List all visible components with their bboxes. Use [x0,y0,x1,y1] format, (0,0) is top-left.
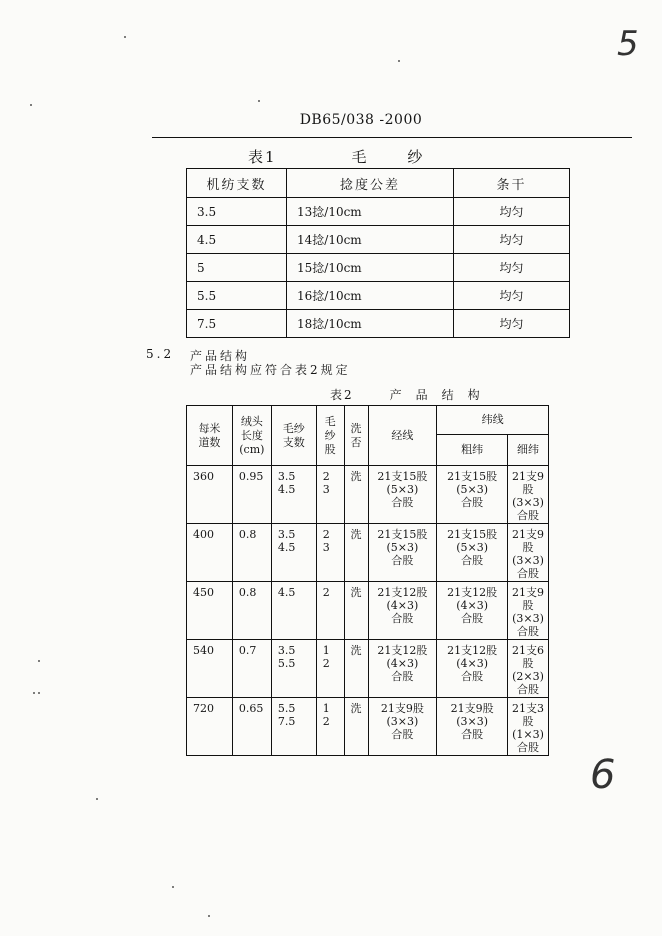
table-cell-yarn-count: 3.5 4.5 [271,524,316,582]
table-cell: 均匀 [454,310,570,338]
header-rule [152,137,632,138]
table-cell-warp: 21支15股 (5×3) 合股 [368,524,437,582]
handwritten-page-mark: 5 [617,24,639,64]
section-body: 产品结构应符合表2规定 [190,363,351,377]
table2-header-cell: 纬线 [437,406,549,435]
table-cell-fine-weft: 21支6股 (2×3) 合股 [508,640,549,698]
table-cell-pile-length: 0.95 [232,466,271,524]
table-cell: 均匀 [454,226,570,254]
table1-header-cell: 捻度公差 [287,169,454,198]
table-cell-pile-length: 0.7 [232,640,271,698]
handwritten-page-mark: 6 [590,752,616,798]
table-row [187,698,549,756]
table-cell-wash: 洗 [344,582,368,640]
table-cell: 14捻/10cm [287,226,454,254]
table-cell-density: 450 [187,582,233,640]
table-cell-density: 720 [187,698,233,756]
table-cell-coarse-weft: 21支9股 (3×3) 合股 [437,698,508,756]
section-number: 5.2 [146,347,175,361]
scan-speck [96,798,98,800]
scan-speck [38,692,40,694]
table-cell: 4.5 [187,226,287,254]
table-row [187,226,570,254]
table2-caption [330,386,494,403]
table2-header-cell: 粗纬 [437,435,508,466]
table-cell: 均匀 [454,198,570,226]
table-cell-pile-length: 0.8 [232,524,271,582]
table-row [187,466,549,524]
table-row [187,640,549,698]
table-cell-yarn-ply: 1 2 [316,640,344,698]
scan-speck [172,886,174,888]
table2-header-cell: 经线 [368,406,437,466]
table-cell-yarn-count: 5.5 7.5 [271,698,316,756]
scan-speck [258,100,260,102]
table2-label: 表2 [330,388,354,402]
table-cell-warp: 21支9股 (3×3) 合股 [368,698,437,756]
scan-speck [398,60,400,62]
table-cell: 13捻/10cm [287,198,454,226]
table-cell-yarn-ply: 2 3 [316,524,344,582]
table-cell: 18捻/10cm [287,310,454,338]
table-cell: 16捻/10cm [287,282,454,310]
table-cell-density: 360 [187,466,233,524]
table2-header-cell: 每米 道数 [187,406,233,466]
table-cell: 均匀 [454,254,570,282]
table-row [187,310,570,338]
scan-speck [124,36,126,38]
table-cell-wash: 洗 [344,640,368,698]
table-row [187,254,570,282]
table-row [187,582,549,640]
table-cell-warp: 21支15股 (5×3) 合股 [368,466,437,524]
table-cell-yarn-ply: 2 3 [316,466,344,524]
document-code: DB65/038 -2000 [299,112,423,128]
table-cell-yarn-ply: 1 2 [316,698,344,756]
table1-header-cell: 机纺支数 [187,169,287,198]
table-cell-coarse-weft: 21支15股 (5×3) 合股 [437,466,508,524]
table2-header-row [187,406,549,435]
table-cell-fine-weft: 21支9股 (3×3) 合股 [508,466,549,524]
table-cell: 3.5 [187,198,287,226]
table-cell-pile-length: 0.8 [232,582,271,640]
section-title: 产品结构 [190,349,251,363]
table-cell-warp: 21支12股 (4×3) 合股 [368,640,437,698]
table-cell: 5 [187,254,287,282]
table1-header-cell: 条干 [454,169,570,198]
table-cell-coarse-weft: 21支12股 (4×3) 合股 [437,640,508,698]
table-row [187,198,570,226]
table2-name: 产品结构 [389,388,494,402]
table-cell-fine-weft: 21支9股 (3×3) 合股 [508,582,549,640]
table-cell-coarse-weft: 21支12股 (4×3) 合股 [437,582,508,640]
table2 [186,405,549,756]
table-cell-yarn-count: 3.5 5.5 [271,640,316,698]
scan-speck [208,915,210,917]
table-cell-fine-weft: 21支3股 (1×3) 合股 [508,698,549,756]
table1-name: 毛 纱 [351,148,441,166]
table-cell-wash: 洗 [344,466,368,524]
scan-speck [33,692,35,694]
table2-header-cell: 细纬 [508,435,549,466]
table2-header-cell: 绒头 长度 (cm) [232,406,271,466]
table-row [187,524,549,582]
table-cell-density: 400 [187,524,233,582]
table2-body [187,466,549,756]
table1-caption [248,146,440,167]
table2-header-cell: 毛纱 支数 [271,406,316,466]
table-cell-wash: 洗 [344,698,368,756]
table-cell: 均匀 [454,282,570,310]
table2-header-cell: 洗 否 [344,406,368,466]
scan-speck [30,104,32,106]
scan-speck [38,660,40,662]
table-cell-yarn-ply: 2 [316,582,344,640]
table-cell-yarn-count: 4.5 [271,582,316,640]
table1 [186,168,570,338]
table-cell-density: 540 [187,640,233,698]
table-cell: 5.5 [187,282,287,310]
table-cell: 7.5 [187,310,287,338]
table-cell-coarse-weft: 21支15股 (5×3) 合股 [437,524,508,582]
table-cell-warp: 21支12股 (4×3) 合股 [368,582,437,640]
table-row [187,282,570,310]
table1-label: 表1 [248,148,277,166]
table-cell-pile-length: 0.65 [232,698,271,756]
table-cell-yarn-count: 3.5 4.5 [271,466,316,524]
table-cell-fine-weft: 21支9股 (3×3) 合股 [508,524,549,582]
table1-header-row [187,169,570,198]
table-cell: 15捻/10cm [287,254,454,282]
table2-header-cell: 毛 纱 股 [316,406,344,466]
table-cell-wash: 洗 [344,524,368,582]
